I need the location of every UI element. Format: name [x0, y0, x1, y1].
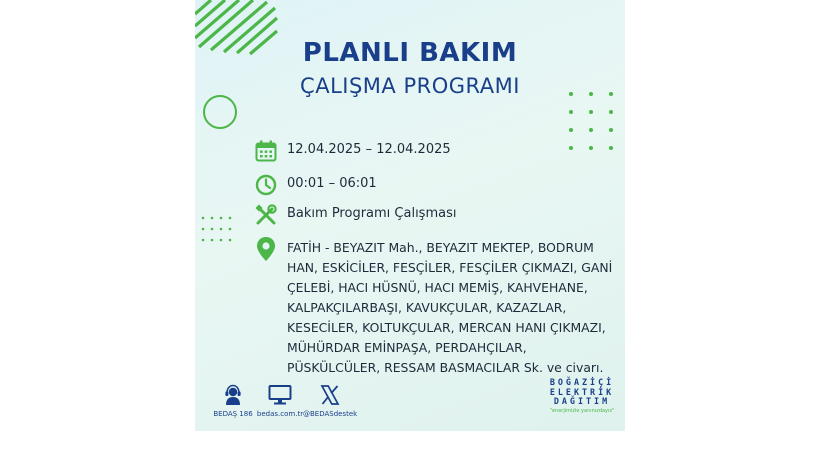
x-label: @BEDASdestek	[303, 410, 358, 418]
company-logo	[547, 378, 617, 414]
footer-web	[255, 384, 305, 418]
address-line: HAN, ESKİCİLER, FESÇİLER, FESÇİLER ÇIKMAZI, GANİ	[287, 260, 613, 275]
address-line: KESECİLER, KOLTUKÇULAR, MERCAN HANI ÇIKMAZI,	[287, 320, 606, 335]
address-text	[287, 238, 617, 378]
decorative-ring	[203, 95, 237, 129]
time-range: 00:01 – 06:01	[287, 176, 377, 191]
address-line: MÜHÜRDAR EMİNPAŞA, PERDAHÇILAR,	[287, 340, 527, 355]
clock-icon	[255, 174, 277, 196]
page-title: PLANLI BAKIM	[302, 38, 518, 68]
work-type: Bakım Programı Çalışması	[287, 206, 457, 221]
announcement-card	[195, 0, 625, 431]
decorative-dots	[567, 90, 617, 160]
x-logo-icon	[319, 384, 341, 406]
date-range: 12.04.2025 – 12.04.2025	[287, 142, 451, 157]
web-label: bedas.com.tr	[256, 410, 304, 418]
decorative-dots	[200, 215, 240, 249]
phone-label: BEDAŞ 186	[213, 410, 253, 418]
headset-icon	[222, 384, 244, 406]
logo-line: BOĞAZİÇİ	[549, 377, 615, 387]
tools-icon	[255, 204, 277, 226]
calendar-icon	[255, 140, 277, 162]
page-subtitle: ÇALIŞMA PROGRAMI	[300, 74, 520, 98]
address-line: KALPAKÇILARBAŞI, KAVUKÇULAR, KAZAZLAR,	[287, 300, 567, 315]
address-line: PÜSKÜLCÜLER, RESSAM BASMACILAR Sk. ve civarı.	[287, 360, 604, 375]
logo-line: ELEKTRİK	[549, 386, 615, 397]
logo-line: DAĞITIM	[553, 396, 611, 406]
footer-phone	[213, 384, 253, 418]
location-pin-icon	[255, 236, 277, 262]
footer-x	[303, 384, 357, 418]
address-line: ÇELEBİ, HACI HÜSNÜ, HACI MEMİŞ, KAHVEHANE,	[287, 280, 588, 295]
monitor-icon	[268, 384, 292, 406]
address-line: FATİH - BEYAZIT Mah., BEYAZIT MEKTEP, BODRUM	[287, 240, 594, 255]
logo-slogan: "enerjimizle yanınızdayız"	[549, 407, 615, 414]
